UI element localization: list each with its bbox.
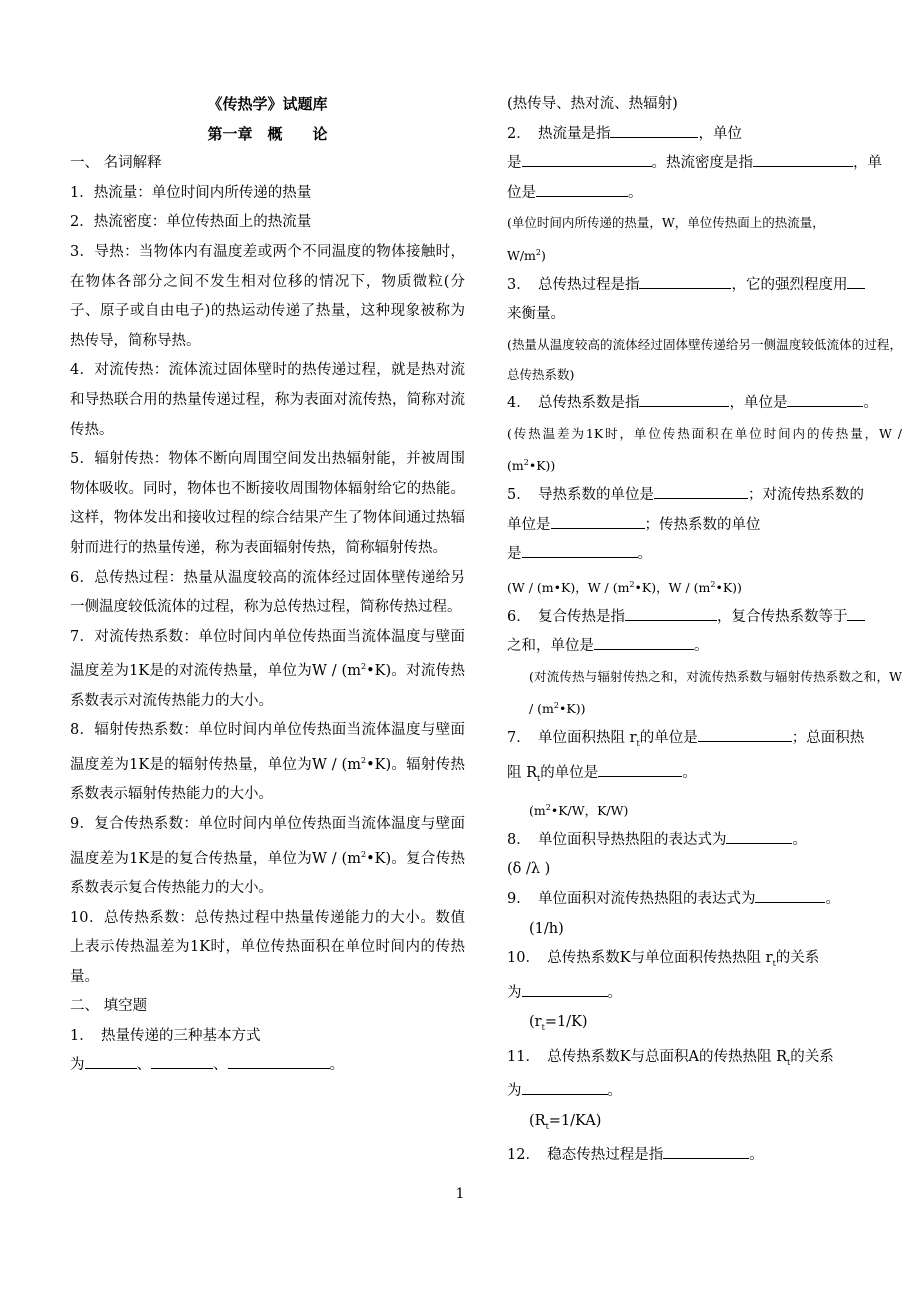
definition-5: 5．辐射传热：物体不断向周围空间发出热辐射能，并被周围物体吸收。同时，物体也不断接收周围物体辐射给它的热能。这样，物体发出和接收过程的综合结果产生了物体间通过热辐射而进行的热量传递，称为表面辐射传热，简称辐射传热。 [70, 451, 465, 556]
question-6-cont: 之和，单位是 。 [507, 632, 902, 662]
question-1: 1． 热量传递的三种基本方式 [70, 1027, 261, 1044]
blank [522, 152, 652, 167]
blank [625, 606, 717, 621]
doc-title: 《传热学》试题库 [207, 95, 328, 113]
section-heading-definitions: 一、 名词解释 [70, 155, 162, 172]
question-4: 4． 总传热系数是指 ，单位是 。 [507, 389, 902, 419]
page-number: 1 [455, 1186, 465, 1202]
question-10: 10． 总传热系数K与单位面积传热热阻 $r_t$的关系 [507, 950, 820, 969]
blank [787, 392, 863, 407]
blank [228, 1054, 330, 1069]
definition-7: 7．对流传热系数：单位时间内单位传热面当流体温度与壁面温度差为1K是的对流传热量，单位为W / $(m^2•K)$。对流传热系数表示对流传热能力的大小。 [70, 628, 465, 709]
question-5-cont2: 是 。 [507, 540, 902, 570]
question-5-cont: 单位是 ；传热系数的单位 [507, 511, 902, 541]
question-2: 2． 热流量是指 ，单位 [507, 120, 902, 150]
definition-9: 9．复合传热系数：单位时间内单位传热面当流体温度与壁面温度差为1K是的复合传热量，单位为W / $(m^2•K)$。复合传热系数表示复合传热能力的大小。 [70, 815, 465, 896]
answer-7: ($m^2•K/W$，K/W) [529, 803, 629, 819]
answer-9: (1/h) [529, 920, 564, 937]
blank [536, 182, 628, 197]
question-7-cont: 阻 $R_t$的单位是 。 [507, 759, 902, 793]
definition-2: 2．热流密度：单位传热面上的热流量 [70, 214, 312, 231]
blank [85, 1054, 137, 1069]
question-9: 9． 单位面积对流传热热阻的表达式为 。 [507, 885, 902, 915]
answer-1: (热传导、热对流、热辐射) [507, 96, 678, 112]
blank [753, 152, 853, 167]
blank [639, 392, 729, 407]
definition-8: 8．辐射传热系数：单位时间内单位传热面当流体温度与壁面温度差为1K是的辐射传热量，单位为W / $(m^2•K)$。辐射传热系数表示辐射传热能力的大小。 [70, 722, 465, 803]
blank [663, 1144, 749, 1159]
definition-10: 10．总传热系数：总传热过程中热量传递能力的大小。数值上表示传热温差为1K时，单位传热面积在单位时间内的传热量。 [70, 909, 465, 985]
chapter-title: 第一章 概 论 [207, 124, 328, 143]
answer-8: (δ /λ ) [507, 861, 551, 878]
question-3-cont: 来衡量。 [507, 306, 565, 323]
blank [654, 484, 748, 499]
blank [610, 123, 698, 138]
blank [755, 888, 825, 903]
blank [522, 982, 608, 997]
blank [151, 1054, 213, 1069]
answer-3: (热量从温度较高的流体经过固体壁传递给另一侧温度较低流体的过程，总传热系数) [507, 336, 902, 382]
left-column [70, 94, 465, 1081]
question-3: 3． 总传热过程是指 ，它的强烈程度用 [507, 271, 902, 301]
right-column [507, 94, 902, 1171]
question-1-blanks: 为 、 、 。 [70, 1051, 465, 1081]
answer-10: $(r_t=1/K)$ [529, 1014, 588, 1033]
blank [598, 762, 682, 777]
section-heading-fill-blanks: 二、 填空题 [70, 998, 148, 1015]
blank [639, 274, 731, 289]
answer-11: $(R_t=1/KA)$ [529, 1112, 602, 1131]
definition-1: 1．热流量：单位时间内所传递的热量 [70, 184, 312, 201]
question-10-cont: 为 。 [507, 979, 902, 1009]
blank [522, 543, 638, 558]
question-11: 11． 总传热系数K与总面积A的传热热阻 $R_t$的关系 [507, 1048, 834, 1067]
definition-4: 4．对流传热：流体流过固体壁时的热传递过程，就是热对流和导热联合用的热量传递过程，称为表面对流传热，简称对流传热。 [70, 362, 465, 438]
question-11-cont: 为 。 [507, 1077, 902, 1107]
blank [551, 514, 645, 529]
definition-3: 3．导热：当物体内有温度差或两个不同温度的物体接触时，在物体各部分之间不发生相对位移的情况下，物质微粒(分子、原子或自由电子)的热运动传递了热量，这种现象被称为热传导，简称导热。 [70, 243, 465, 349]
definition-6: 6．总传热过程：热量从温度较高的流体经过固体壁传递给另一侧温度较低流体的过程，称为总传热过程，简称传热过程。 [70, 569, 465, 616]
blank [698, 727, 792, 742]
blank [594, 635, 694, 650]
blank [847, 606, 865, 621]
question-12: 12． 稳态传热过程是指 。 [507, 1141, 902, 1171]
answer-2-cont: $W/m^2$) [507, 247, 546, 264]
answer-2: (单位时间内所传递的热量，W，单位传热面上的热流量， [507, 215, 825, 231]
answer-6: (对流传热与辐射传热之和，对流传热系数与辐射传热系数之和，W / $(m^2•K)$) [529, 668, 902, 717]
answer-5: (W / (m•K)，W / $(m^2•K)$，W / $(m^2•K)$) [507, 579, 742, 595]
question-8: 8． 单位面积导热热阻的表达式为 。 [507, 826, 902, 856]
question-6: 6． 复合传热是指 ，复合传热系数等于 [507, 603, 902, 633]
answer-4: (传热温差为1K时，单位传热面积在单位时间内的传热量，W / $(m^2•K)$) [507, 425, 902, 474]
question-5: 5． 导热系数的单位是 ；对流传热系数的 [507, 481, 902, 511]
blank [726, 829, 792, 844]
question-2-cont: 是 。热流密度是指 ，单 [507, 149, 902, 179]
question-2-cont2: 位是 。 [507, 179, 902, 209]
blank [522, 1080, 608, 1095]
question-7: 7． 单位面积热阻 $r_t$的单位是 ；总面积热 [507, 724, 902, 758]
blank [847, 274, 865, 289]
